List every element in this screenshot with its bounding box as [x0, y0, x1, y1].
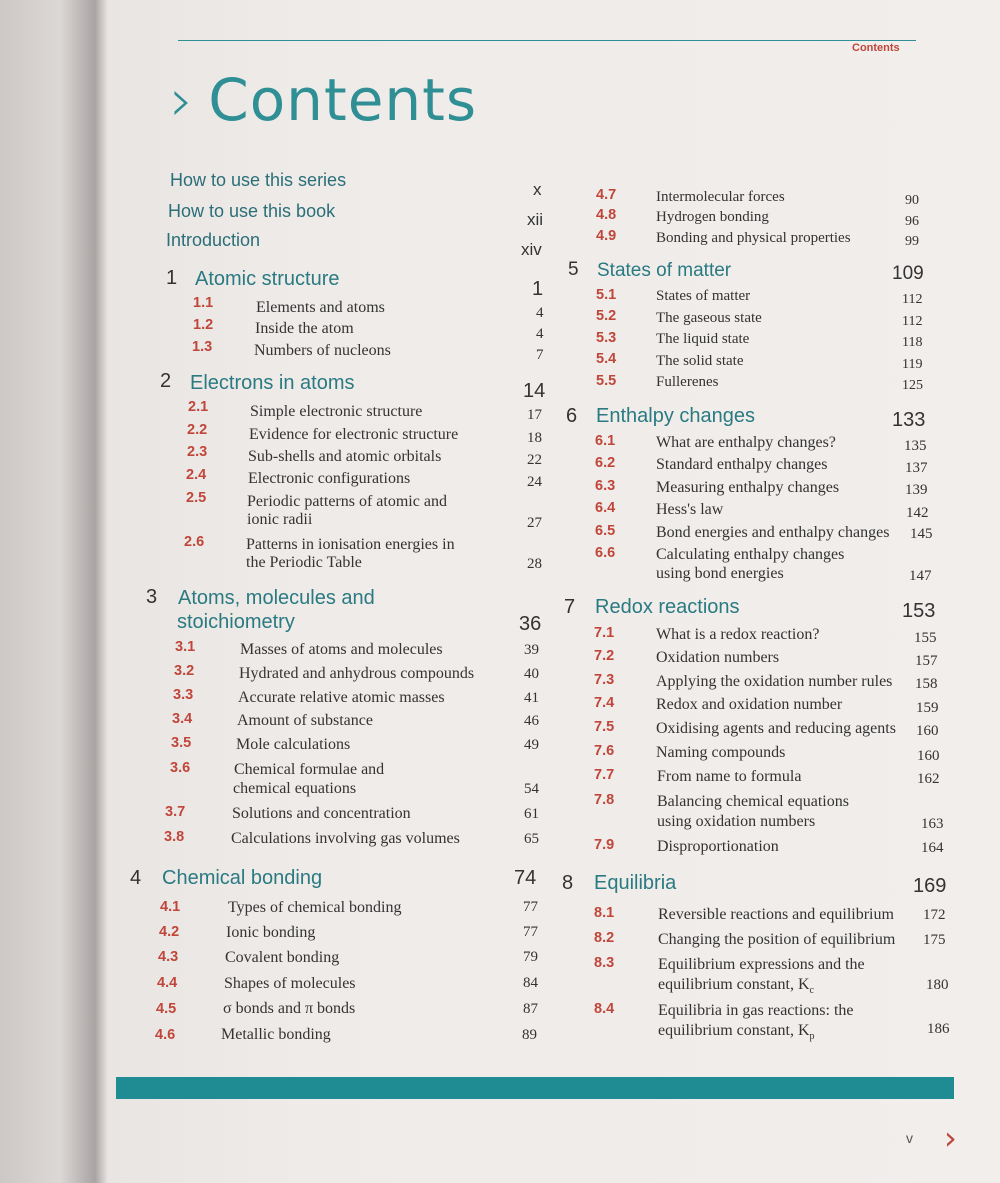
section-number: 2.2 — [187, 422, 208, 438]
section-title[interactable]: Numbers of nucleons — [254, 342, 391, 359]
section-number: 2.4 — [186, 467, 207, 483]
chevron-right-icon: › — [170, 66, 195, 134]
section-number: 7.5 — [594, 719, 615, 735]
subscript: p — [809, 1031, 815, 1043]
section-page: 28 — [527, 556, 542, 572]
section-number: 4.6 — [155, 1027, 176, 1043]
section-page: 164 — [921, 840, 944, 856]
section-title-line[interactable]: chemical equations — [233, 780, 357, 797]
section-title-line[interactable]: Equilibrium expressions and the — [658, 956, 865, 973]
section-number: 4.9 — [596, 228, 617, 244]
section-title-line[interactable]: Balancing chemical equations — [657, 793, 849, 810]
section-number: 4.7 — [596, 187, 617, 203]
chapter-number: 4 — [130, 867, 142, 889]
section-number: 7.8 — [594, 792, 615, 808]
section-title[interactable]: Redox and oxidation number — [656, 696, 843, 713]
section-title-line[interactable]: the Periodic Table — [246, 554, 362, 571]
section-title-line[interactable]: ionic radii — [247, 511, 313, 528]
section-page: 157 — [915, 653, 938, 669]
toc-front-introduction[interactable]: Introduction — [166, 230, 261, 250]
section-title-text: equilibrium constant, K — [658, 976, 810, 993]
section-title[interactable]: Measuring enthalpy changes — [656, 479, 840, 496]
section-title[interactable]: Bonding and physical properties — [656, 230, 851, 246]
chapter-page: 153 — [902, 600, 936, 622]
section-title[interactable]: Standard enthalpy changes — [656, 456, 828, 473]
section-title-line[interactable]: Calculating enthalpy changes — [656, 546, 845, 563]
section-page: 87 — [523, 1001, 538, 1017]
section-title[interactable]: Inside the atom — [255, 320, 354, 337]
section-title[interactable]: The solid state — [656, 353, 744, 369]
section-page: 54 — [524, 781, 539, 797]
chapter-page: 109 — [892, 263, 924, 284]
section-number: 2.5 — [186, 490, 207, 506]
section-page: 180 — [926, 977, 949, 993]
section-page: 175 — [923, 932, 946, 948]
section-title[interactable]: σ bonds and π bonds — [223, 1000, 356, 1017]
section-number: 1.3 — [192, 339, 213, 355]
section-number: 3.7 — [165, 804, 186, 820]
section-number: 8.2 — [594, 930, 615, 946]
section-title[interactable]: What are enthalpy changes? — [656, 434, 836, 451]
chapter-page: 169 — [913, 875, 947, 897]
page-title-text: Contents — [208, 66, 478, 134]
section-page: 186 — [927, 1021, 950, 1037]
section-page: 158 — [915, 676, 938, 692]
section-page: 163 — [921, 816, 944, 832]
section-page: 159 — [916, 700, 939, 716]
chapter-page: 36 — [519, 613, 542, 635]
section-page: 79 — [523, 949, 538, 965]
section-title[interactable]: Oxidising agents and reducing agents — [656, 720, 896, 737]
section-page: 147 — [909, 568, 932, 584]
footer-band — [116, 1077, 954, 1099]
section-title-line[interactable]: Periodic patterns of atomic and — [247, 493, 447, 510]
section-title[interactable]: Metallic bonding — [221, 1026, 331, 1043]
section-page: 22 — [527, 452, 542, 468]
section-title-line[interactable]: using bond energies — [656, 565, 784, 582]
section-number: 2.6 — [184, 534, 205, 550]
section-page: 49 — [524, 737, 539, 753]
section-title[interactable]: Shapes of molecules — [224, 975, 356, 992]
toc-front-how-book[interactable]: How to use this book — [168, 201, 336, 221]
section-title[interactable]: Masses of atoms and molecules — [240, 641, 443, 658]
section-title[interactable]: Bond energies and enthalpy changes — [656, 524, 890, 541]
section-number: 5.2 — [596, 308, 617, 324]
section-number: 2.1 — [188, 399, 209, 415]
subscript: c — [809, 985, 814, 997]
section-page: 119 — [902, 357, 923, 372]
section-title-line[interactable] — [658, 1021, 815, 1046]
chapter-number: 5 — [568, 259, 579, 280]
running-head: Contents — [852, 42, 900, 54]
section-title[interactable]: Ionic bonding — [226, 924, 316, 941]
section-number: 3.5 — [171, 735, 192, 751]
section-title[interactable]: Intermolecular forces — [656, 189, 785, 205]
toc-front-page: xii — [527, 210, 544, 229]
section-title-line[interactable]: Chemical formulae and — [234, 761, 385, 778]
chapter-page: 14 — [523, 380, 546, 402]
section-title[interactable]: The liquid state — [656, 331, 750, 347]
section-page: 24 — [527, 474, 542, 490]
section-title[interactable]: Reversible reactions and equilibrium — [658, 906, 894, 923]
chapter-title[interactable]: Electrons in atoms — [190, 372, 355, 394]
section-number: 6.2 — [595, 455, 616, 471]
section-number: 5.1 — [596, 287, 617, 303]
chapter-number: 3 — [146, 586, 158, 608]
chapter-page: 74 — [514, 867, 537, 889]
section-title[interactable]: Fullerenes — [656, 374, 719, 390]
section-page: 4 — [536, 305, 544, 321]
section-title[interactable]: Solutions and concentration — [232, 805, 411, 822]
section-number: 4.4 — [157, 975, 178, 991]
section-number: 6.3 — [595, 478, 616, 494]
section-title[interactable]: Hydrated and anhydrous compounds — [239, 665, 475, 682]
section-number: 7.9 — [594, 837, 615, 853]
section-page: 40 — [524, 666, 539, 682]
section-number: 4.1 — [160, 899, 181, 915]
section-title[interactable]: Oxidation numbers — [656, 649, 780, 666]
section-page: 112 — [902, 292, 923, 307]
section-title[interactable]: States of matter — [656, 288, 751, 304]
section-number: 6.6 — [595, 545, 616, 561]
chapter-number: 1 — [166, 267, 178, 289]
section-title-line[interactable]: Equilibria in gas reactions: the — [658, 1002, 854, 1019]
section-page: 17 — [527, 407, 542, 423]
chapter-title-line[interactable]: Atoms, molecules and — [178, 587, 375, 609]
section-number: 7.1 — [594, 625, 615, 641]
section-title[interactable]: Sub-shells and atomic orbitals — [248, 448, 442, 465]
section-title-text: equilibrium constant, K — [658, 1022, 810, 1039]
chapter-page: 133 — [892, 409, 926, 431]
page-folio: v — [906, 1130, 913, 1146]
section-page: 18 — [527, 430, 542, 446]
section-title[interactable]: Elements and atoms — [256, 299, 385, 316]
section-title[interactable]: Evidence for electronic structure — [249, 426, 459, 443]
section-page: 172 — [923, 907, 946, 923]
section-number: 7.4 — [594, 695, 615, 711]
section-title[interactable]: Changing the position of equilibrium — [658, 931, 896, 948]
section-number: 3.3 — [173, 687, 194, 703]
section-title[interactable]: Mole calculations — [236, 736, 351, 753]
chapter-number: 6 — [566, 405, 578, 427]
section-page: 135 — [904, 438, 927, 454]
section-number: 8.4 — [594, 1001, 615, 1017]
section-number: 3.4 — [172, 711, 193, 727]
section-number: 4.2 — [159, 924, 180, 940]
section-page: 65 — [524, 831, 539, 847]
section-page: 61 — [524, 806, 539, 822]
section-page: 4 — [536, 326, 544, 342]
section-title[interactable]: Accurate relative atomic masses — [238, 689, 445, 706]
section-title[interactable]: Hydrogen bonding — [656, 209, 769, 225]
chapter-number: 8 — [562, 872, 574, 894]
toc-front-page: x — [533, 180, 542, 199]
section-title[interactable]: Hess's law — [656, 501, 724, 518]
section-page: 39 — [524, 642, 539, 658]
section-page: 7 — [536, 347, 544, 363]
section-page: 77 — [523, 924, 538, 940]
section-number: 5.3 — [596, 330, 617, 346]
section-title[interactable]: Amount of substance — [237, 712, 373, 729]
section-number: 4.8 — [596, 207, 617, 223]
chapter-title[interactable]: Atomic structure — [195, 268, 340, 290]
chapter-number: 2 — [160, 370, 172, 392]
section-number: 3.6 — [170, 760, 191, 776]
chevron-right-icon[interactable]: › — [944, 1119, 957, 1157]
section-number: 1.2 — [193, 317, 214, 333]
section-title[interactable]: Naming compounds — [656, 744, 786, 761]
section-number: 5.4 — [596, 351, 617, 367]
section-page: 137 — [905, 460, 928, 476]
section-title[interactable]: Simple electronic structure — [250, 403, 423, 420]
section-page: 139 — [905, 482, 928, 498]
section-title-line[interactable]: Patterns in ionisation energies in — [246, 536, 455, 553]
section-title-line[interactable] — [658, 975, 814, 1000]
section-number: 3.8 — [164, 829, 185, 845]
section-title-line[interactable]: using oxidation numbers — [657, 813, 816, 830]
toc-front-page: xiv — [521, 240, 542, 259]
section-number: 2.3 — [187, 444, 208, 460]
section-page: 112 — [902, 314, 923, 329]
toc-front-how-series[interactable]: How to use this series — [170, 170, 347, 190]
section-page: 84 — [523, 975, 538, 991]
section-number: 4.5 — [156, 1001, 177, 1017]
section-page: 118 — [902, 335, 923, 350]
section-number: 3.2 — [174, 663, 195, 679]
section-number: 6.1 — [595, 433, 616, 449]
section-page: 99 — [905, 234, 919, 249]
section-page: 145 — [910, 526, 933, 542]
section-title[interactable]: Electronic configurations — [248, 470, 411, 487]
section-number: 5.5 — [596, 373, 617, 389]
section-number: 1.1 — [193, 295, 214, 311]
page-title — [170, 66, 477, 134]
section-number: 4.3 — [158, 949, 179, 965]
section-page: 160 — [916, 723, 939, 739]
section-page: 41 — [524, 690, 539, 706]
section-page: 89 — [522, 1027, 537, 1043]
section-page: 155 — [914, 630, 937, 646]
section-title[interactable]: Applying the oxidation number rules — [656, 673, 893, 690]
section-number: 7.7 — [594, 767, 615, 783]
section-number: 6.5 — [595, 523, 616, 539]
section-number: 3.1 — [175, 639, 196, 655]
section-page: 46 — [524, 713, 539, 729]
section-title[interactable]: Covalent bonding — [225, 949, 340, 966]
chapter-title[interactable]: Redox reactions — [595, 596, 740, 618]
section-number: 8.3 — [594, 955, 615, 971]
header-rule — [178, 40, 916, 41]
section-number: 7.6 — [594, 743, 615, 759]
chapter-number: 7 — [564, 596, 576, 618]
section-number: 7.3 — [594, 672, 615, 688]
section-title[interactable]: From name to formula — [657, 768, 802, 785]
chapter-title[interactable]: Enthalpy changes — [596, 405, 756, 427]
chapter-title[interactable]: States of matter — [597, 260, 732, 281]
section-title[interactable]: Disproportionation — [657, 838, 779, 855]
chapter-title[interactable]: Chemical bonding — [162, 867, 323, 889]
section-title[interactable]: Calculations involving gas volumes — [231, 830, 460, 847]
section-page: 96 — [905, 214, 919, 229]
section-page: 27 — [527, 515, 542, 531]
section-page: 160 — [917, 748, 940, 764]
section-title[interactable]: The gaseous state — [656, 310, 762, 326]
section-number: 7.2 — [594, 648, 615, 664]
section-title[interactable]: What is a redox reaction? — [656, 626, 820, 643]
section-number: 8.1 — [594, 905, 615, 921]
chapter-title[interactable]: Equilibria — [594, 872, 677, 894]
chapter-title-line[interactable]: stoichiometry — [177, 611, 295, 633]
chapter-page: 1 — [532, 278, 544, 300]
section-page: 142 — [906, 505, 929, 521]
section-title[interactable]: Types of chemical bonding — [228, 899, 402, 916]
section-page: 162 — [917, 771, 940, 787]
section-page: 125 — [902, 378, 923, 393]
section-number: 6.4 — [595, 500, 616, 516]
section-page: 90 — [905, 193, 919, 208]
section-page: 77 — [523, 899, 538, 915]
